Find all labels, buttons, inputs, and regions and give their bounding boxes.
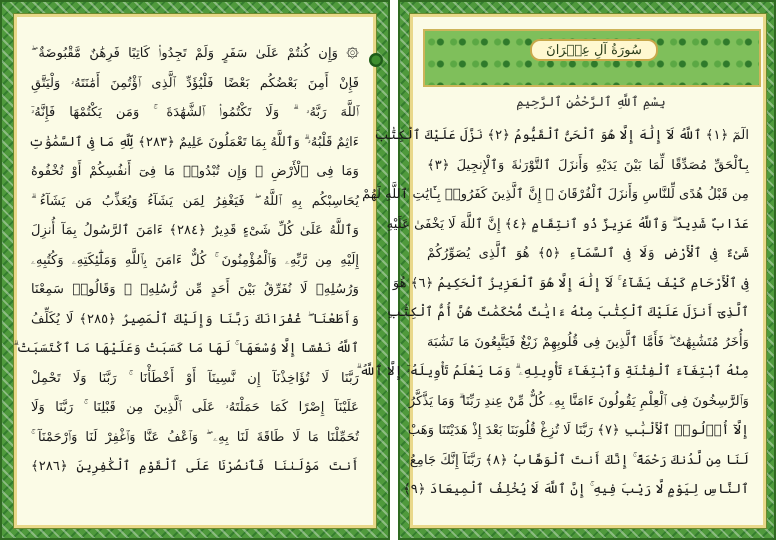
verse-line: ٱللَّهَ رَبَّهُۥ ۗ وَلَا تَكْتُمُوا۟ ٱلشَّهَٰدَةَ ۚ وَمَن يَكْتُمْهَا فَإِنَّهُۥٓ xyxy=(31,105,359,120)
verse-line: ٱللَّهُ نَفْسًا إِلَّا وُسْعَهَا ۚ لَهَا مَا كَسَبَتْ وَعَلَيْهَا مَا ٱكْتَسَبَتْ ۗ xyxy=(13,341,359,356)
verse-line: وَمَا فِى ٱلْأَرْضِ ۗ وَإِن تُبْدُوا۟ مَا فِىٓ أَنفُسِكُمْ أَوْ تُخْفُوهُ xyxy=(31,164,359,179)
verse-line: إِلَيْهِ مِن رَّبِّهِۦ وَٱلْمُؤْمِنُونَ ۚ كُلٌّ ءَامَنَ بِٱللَّهِ وَمَلَٰٓئِكَتِهِۦ وَكُتُبِهِۦ xyxy=(31,252,359,268)
basmala: بِسْمِ ٱللَّهِ ٱلرَّحْمَٰنِ ٱلرَّحِيمِ xyxy=(516,95,666,110)
page-frame xyxy=(356,14,766,528)
verse-line: عَلَيْنَآ إِصْرًا كَمَا حَمَلْتَهُۥ عَلَى ٱلَّذِينَ مِن قَبْلِنَا ۚ رَبَّنَا وَلَا xyxy=(31,400,359,415)
verse-line: شَىْءٌ فِى ٱلْأَرْضِ وَلَا فِى ٱلسَّمَآءِ ﴿٥﴾ هُوَ ٱلَّذِى يُصَوِّرُكُمْ xyxy=(427,246,750,261)
verse-line: ءَاثِمٌ قَلْبُهُۥ ۗ وَٱللَّهُ بِمَا تَعْمَلُونَ عَلِيمٌ ﴿٢٨٣﴾ لِّلَّهِ مَا فِى ٱلسَّمَٰوَٰتِ xyxy=(28,134,359,150)
quran-page-left xyxy=(356,0,776,540)
verse-line: وَٱلرَّٰسِخُونَ فِى ٱلْعِلْمِ يَقُولُونَ ءَامَنَّا بِهِۦ كُلٌّ مِّنْ عِندِ رَبِّنَا ۗ وَمَا يَذَّكَّرُ xyxy=(408,393,749,409)
sura-title: سُورَةُ آلِ عِمۡرَانَ xyxy=(530,39,658,61)
sura-header-ornament xyxy=(423,29,761,87)
verse-line: لَنَا مِن لَّدُنكَ رَحْمَةً ۚ إِنَّكَ أَنتَ ٱلْوَهَّابُ ﴿٨﴾ رَبَّنَآ إِنَّكَ جَامِعُ xyxy=(409,452,749,468)
verse-line: مِنْهُ ٱبْتِغَآءَ ٱلْفِتْنَةِ وَٱبْتِغَآءَ تَأْوِيلِهِۦ ۗ وَمَا يَعْلَمُ تَأْوِيلَهُۥٓ إِلَّا ٱللَّهُ ۗ xyxy=(356,364,749,379)
verse-line: يُحَاسِبْكُم بِهِ ٱللَّهُ ۖ فَيَغْفِرُ لِمَن يَشَآءُ وَيُعَذِّبُ مَن يَشَآءُ ۗ xyxy=(31,193,359,209)
verse-line: ٱلَّذِىٓ أَنزَلَ عَلَيْكَ ٱلْكِتَٰبَ مِنْهُ ءَايَٰتٌ مُّحْكَمَٰتٌ هُنَّ أُمُّ ٱلْكِتَٰبِ xyxy=(386,305,749,320)
verse-line: الٓمٓ ﴿١﴾ ٱللَّهُ لَآ إِلَٰهَ إِلَّا هُوَ ٱلْحَىُّ ٱلْقَيُّومُ ﴿٢﴾ نَزَّلَ عَلَيْكَ ٱلْكِتَٰبَ xyxy=(374,128,749,143)
verse-line: وَأُخَرُ مُتَشَٰبِهَٰتٌ ۖ فَأَمَّا ٱلَّذِينَ فِى قُلُوبِهِمْ زَيْغٌ فَيَتَّبِعُونَ مَا تَشَٰبَهَ xyxy=(427,334,749,350)
verse-lines xyxy=(13,39,359,482)
verse-line: فِى ٱلْأَرْحَامِ كَيْفَ يَشَآءُ ۚ لَآ إِلَٰهَ إِلَّا هُوَ ٱلْعَزِيزُ ٱلْحَكِيمُ ﴿٦﴾ هُوَ xyxy=(392,275,749,291)
verse-line: أَنتَ مَوْلَىٰنَا فَٱنصُرْنَا عَلَى ٱلْقَوْمِ ٱلْكَٰفِرِينَ ﴿٢٨٦﴾ xyxy=(31,459,359,474)
verse-line: ۞ وَإِن كُنتُمْ عَلَىٰ سَفَرٍ وَلَمْ تَجِدُوا۟ كَاتِبًا فَرِهَٰنٌ مَّقْبُوضَةٌ ۖ xyxy=(31,46,359,61)
verse-line: وَٱللَّهُ عَلَىٰ كُلِّ شَىْءٍ قَدِيرٌ ﴿٢٨٤﴾ ءَامَنَ ٱلرَّسُولُ بِمَآ أُنزِلَ xyxy=(31,223,359,238)
verse-line: إِلَّآ أُو۟لُوا۟ ٱلْأَلْبَٰبِ ﴿٧﴾ رَبَّنَا لَا تُزِغْ قُلُوبَنَا بَعْدَ إِذْ هَدَيْتَنَا وَهَبْ xyxy=(407,423,749,438)
verse-line: بِٱلْحَقِّ مُصَدِّقًا لِّمَا بَيْنَ يَدَيْهِ وَأَنزَلَ ٱلتَّوْرَىٰةَ وَٱلْإِنجِيلَ ﴿٣﴾ xyxy=(427,157,749,173)
hizb-marker-icon xyxy=(369,53,383,67)
verse-line: مِن قَبْلُ هُدًى لِّلنَّاسِ وَأَنزَلَ ٱلْفُرْقَانَ ۗ إِنَّ ٱلَّذِينَ كَفَرُوا۟ بِـَٔايَٰتِ ٱللَّهِ لَهُمْ xyxy=(362,187,749,202)
verse-line: وَأَطَعْنَا ۖ غُفْرَانَكَ رَبَّنَا وَإِلَيْكَ ٱلْمَصِيرُ ﴿٢٨٥﴾ لَا يُكَلِّفُ xyxy=(31,311,359,327)
verse-line: وَرُسُلِهِۦ لَا نُفَرِّقُ بَيْنَ أَحَدٍ مِّن رُّسُلِهِۦ ۚ وَقَالُوا۟ سَمِعْنَا xyxy=(31,282,359,297)
verse-line: ٱلنَّاسِ لِيَوْمٍ لَّا رَيْبَ فِيهِ ۚ إِنَّ ٱللَّهَ لَا يُخْلِفُ ٱلْمِيعَادَ ﴿٩﴾ xyxy=(403,482,749,497)
verse-line: عَذَابٌ شَدِيدٌ ۗ وَٱللَّهُ عَزِيزٌ ذُو ٱنتِقَامٍ ﴿٤﴾ إِنَّ ٱللَّهَ لَا يَخْفَىٰ عَلَيْهِ xyxy=(386,216,749,232)
page-frame xyxy=(14,14,376,528)
verse-line: تُحَمِّلْنَا مَا لَا طَاقَةَ لَنَا بِهِۦ ۖ وَٱعْفُ عَنَّا وَٱغْفِرْ لَنَا وَٱرْحَمْنَآ ۚ xyxy=(31,429,359,445)
verse-line: فَإِنْ أَمِنَ بَعْضُكُم بَعْضًا فَلْيُؤَدِّ ٱلَّذِى ٱؤْتُمِنَ أَمَٰنَتَهُۥ وَلْيَتَّقِ xyxy=(31,75,359,91)
verse-lines xyxy=(356,121,750,505)
verse-line: رَبَّنَا لَا تُؤَاخِذْنَآ إِن نَّسِينَآ أَوْ أَخْطَأْنَا ۚ رَبَّنَا وَلَا تَحْمِلْ xyxy=(31,370,359,386)
